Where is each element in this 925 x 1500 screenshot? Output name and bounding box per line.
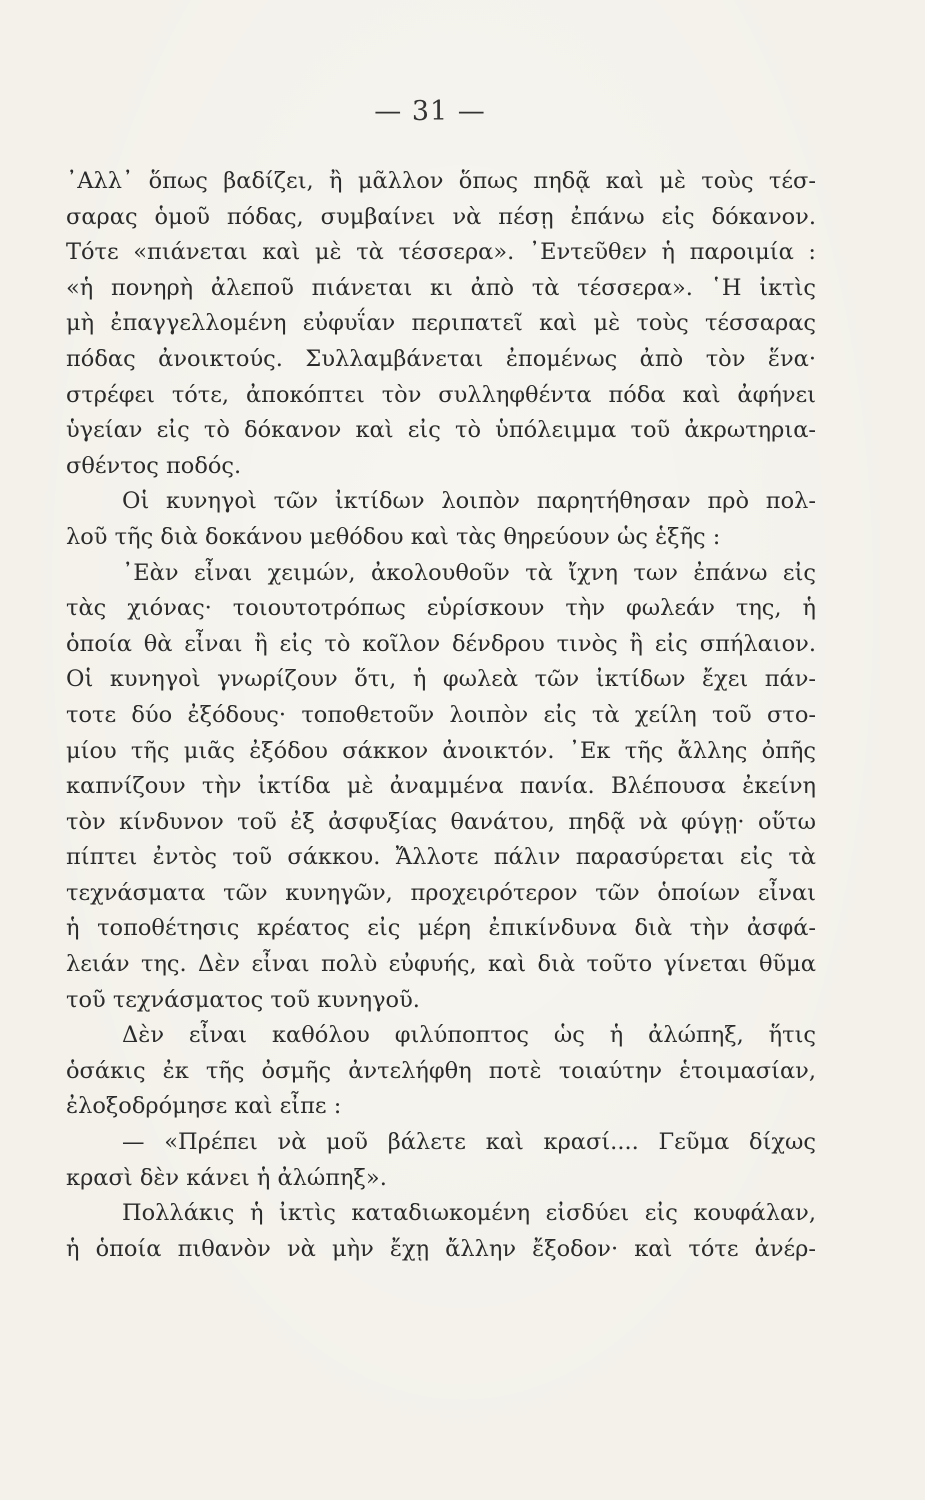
text-line: ᾿Αλλ᾿ ὅπως βαδίζει, ἢ μᾶλλον ὅπως πηδᾷ καὶ μὲ τοὺς τέσ- <box>66 168 816 194</box>
paragraph-2 <box>66 484 816 555</box>
text-line: ἡ τοποθέτησις κρέατος εἰς μέρη ἐπικίνδυνα διὰ τὴν ἀσφά- <box>66 915 816 942</box>
text-line: Τότε «πιάνεται καὶ μὲ τὰ τέσσερα». ᾿Εντεῦθεν ἡ παροιμία : <box>66 239 816 266</box>
text-line: Οἱ κυνηγοὶ γνωρίζουν ὅτι, ἡ φωλεὰ τῶν ἰκτίδων ἔχει πάν- <box>66 666 816 693</box>
paragraph-3 <box>66 556 816 1019</box>
text-line: ὑγείαν εἰς τὸ δόκανον καὶ εἰς τὸ ὑπόλειμμα τοῦ ἀκρωτηρια- <box>66 417 816 444</box>
text-line: τὰς χιόνας· τοιουτοτρόπως εὑρίσκουν τὴν φωλεάν της, ἡ <box>66 595 816 622</box>
text-line: λοῦ τῆς διὰ δοκάνου μεθόδου καὶ τὰς θηρεύουν ὡς ἑξῆς : <box>66 523 721 550</box>
paragraph-1 <box>66 164 816 484</box>
text-line: κρασὶ δὲν κάνει ἡ ἀλώπηξ». <box>66 1164 387 1191</box>
paragraph-5-dialogue <box>66 1125 816 1196</box>
text-line: Πολλάκις ἡ ἰκτὶς καταδιωκομένη εἰσδύει εἰς κουφάλαν, <box>122 1200 816 1227</box>
text-line: τοῦ τεχνάσματος τοῦ κυνηγοῦ. <box>66 986 420 1013</box>
text-line: τοτε δύο ἐξόδους· τοποθετοῦν λοιπὸν εἰς τὰ χείλη τοῦ στο- <box>66 701 816 728</box>
body-text <box>66 164 816 1267</box>
text-line: ᾿Εὰν εἶναι χειμών, ἀκολουθοῦν τὰ ἴχνη των ἐπάνω εἰς <box>122 559 816 586</box>
text-line: μίου τῆς μιᾶς ἐξόδου σάκκον ἀνοικτόν. ᾿Εκ τῆς ἄλλης ὀπῆς <box>66 737 816 764</box>
paragraph-6 <box>66 1196 816 1267</box>
text-line: μὴ ἐπαγγελλομένη εὐφυΐαν περιπατεῖ καὶ μὲ τοὺς τέσσαρας <box>66 310 816 337</box>
paragraph-4 <box>66 1018 816 1125</box>
text-line: πίπτει ἐντὸς τοῦ σάκκου. Ἄλλοτε πάλιν παρασύρεται εἰς τὰ <box>66 844 816 871</box>
text-line: τεχνάσματα τῶν κυνηγῶν, προχειρότερον τῶν ὁποίων εἶναι <box>66 879 816 906</box>
text-line: καπνίζουν τὴν ἰκτίδα μὲ ἀναμμένα πανία. Βλέπουσα ἐκείνη <box>66 773 816 800</box>
text-line: πόδας ἀνοικτούς. Συλλαμβάνεται ἐπομένως ἀπὸ τὸν ἕνα· <box>66 345 816 372</box>
text-line: τὸν κίνδυνον τοῦ ἐξ ἀσφυξίας θανάτου, πηδᾷ νὰ φύγῃ· οὕτω <box>66 808 816 835</box>
text-line: Δὲν εἶναι καθόλου φιλύποπτος ὡς ἡ ἀλώπηξ, ἥτις <box>122 1022 816 1049</box>
text-line: ἐλοξοδρόμησε καὶ εἶπε : <box>66 1093 342 1120</box>
text-line: ὁσάκις ἐκ τῆς ὀσμῆς ἀντελήφθη ποτὲ τοιαύτην ἑτοιμασίαν, <box>66 1057 816 1084</box>
text-line: Οἱ κυνηγοὶ τῶν ἰκτίδων λοιπὸν παρητήθησαν πρὸ πολ- <box>122 488 816 515</box>
text-line: σθέντος ποδός. <box>66 452 242 479</box>
page-number: — 31 — <box>374 96 486 127</box>
text-line: «ἡ πονηρὴ ἀλεποῦ πιάνεται κι ἀπὸ τὰ τέσσερα». ῾Η ἰκτὶς <box>66 274 816 301</box>
text-line: σαρας ὁμοῦ πόδας, συμβαίνει νὰ πέσῃ ἐπάνω εἰς δόκανον. <box>66 203 816 230</box>
text-line: — «Πρέπει νὰ μοῦ βάλετε καὶ κρασί.... Γεῦμα δίχως <box>122 1129 816 1156</box>
text-line: ἡ ὁποία πιθανὸν νὰ μὴν ἔχῃ ἄλλην ἔξοδον· καὶ τότε ἀνέρ- <box>66 1235 816 1262</box>
text-line: στρέφει τότε, ἀποκόπτει τὸν συλληφθέντα πόδα καὶ ἀφήνει <box>66 381 816 408</box>
text-line: λειάν της. Δὲν εἶναι πολὺ εὐφυής, καὶ διὰ τοῦτο γίνεται θῦμα <box>66 951 816 978</box>
text-line: ὁποία θὰ εἶναι ἢ εἰς τὸ κοῖλον δένδρου τινὸς ἢ εἰς σπήλαιον. <box>66 630 816 657</box>
